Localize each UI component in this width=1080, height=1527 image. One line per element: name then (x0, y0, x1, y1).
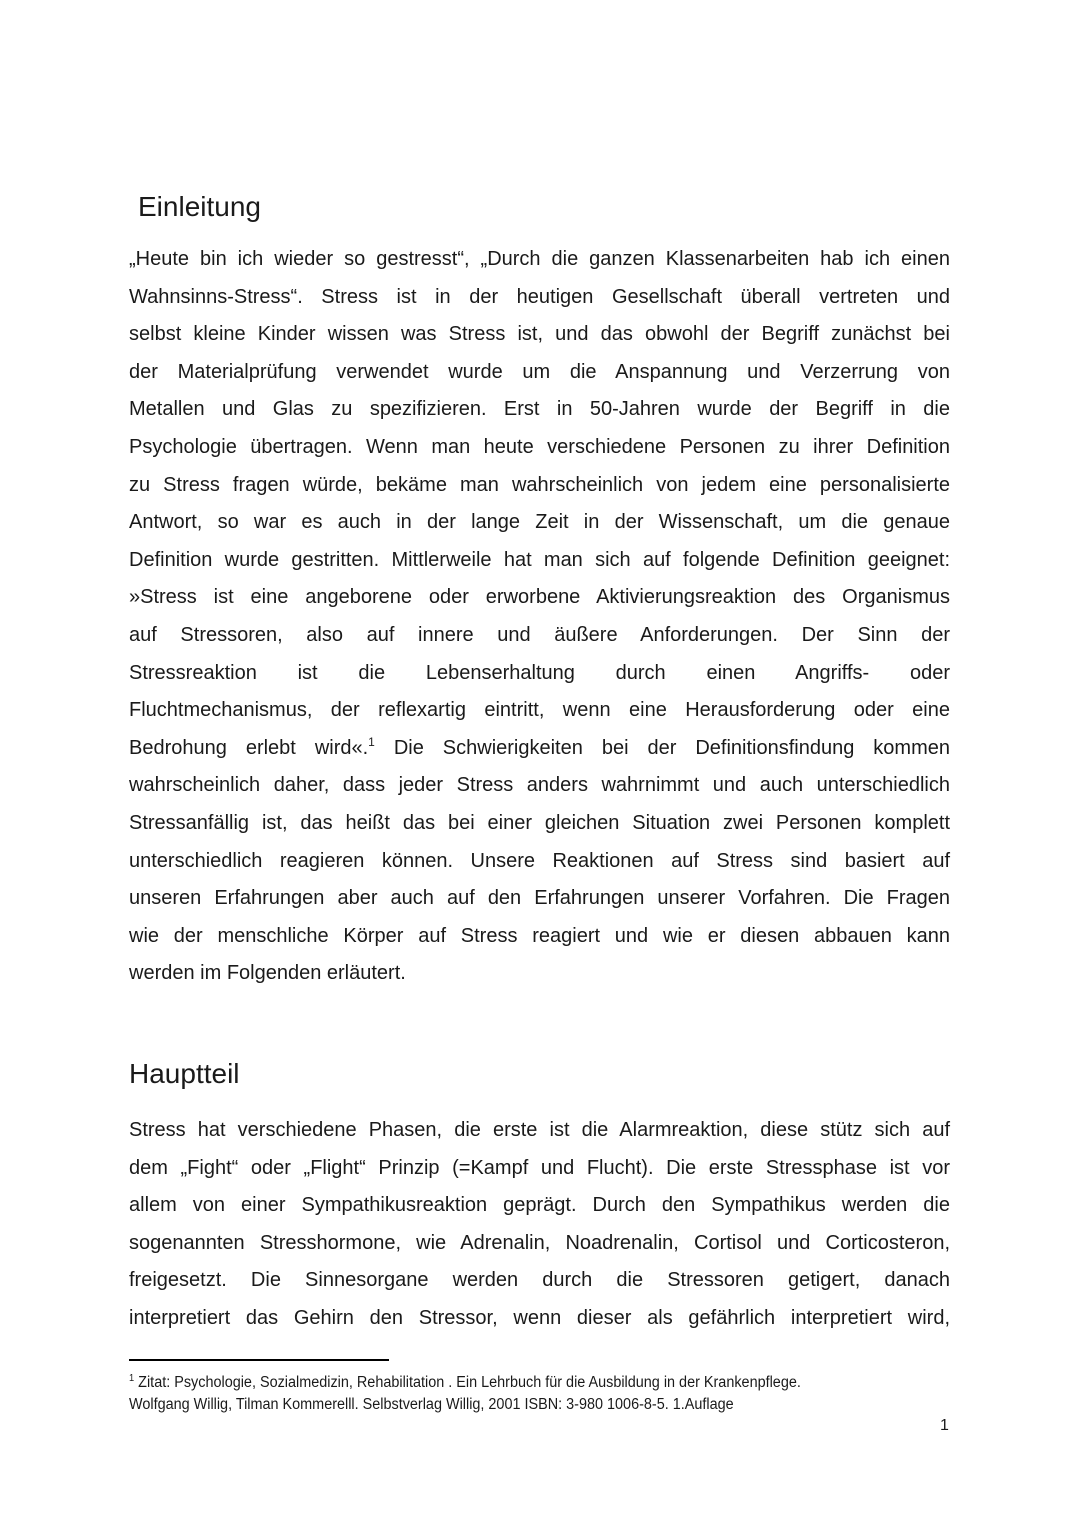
footnote-separator (129, 1359, 389, 1361)
main-paragraph (129, 1112, 950, 1338)
text-line: Psychologie übertragen. Wenn man heute verschiedene Personen zu ihrer Definition (129, 435, 950, 458)
page-number: 1 (940, 1417, 949, 1434)
footnote (129, 1372, 801, 1416)
text-line-with-footnote-ref (129, 730, 950, 768)
text-line: »Stress ist eine angeborene oder erworbene Aktivierungsreaktion des Organismus (129, 586, 950, 609)
heading-einleitung: Einleitung (138, 191, 261, 222)
text-line: der Materialprüfung verwendet wurde um die Anspannung und Verzerrung von (129, 360, 950, 383)
text-line: Stress hat verschiedene Phasen, die erste ist die Alarmreaktion, diese stütz sich auf (129, 1119, 950, 1141)
text-line: unterschiedlich reagieren können. Unsere Reaktionen auf Stress sind basiert auf (129, 849, 950, 872)
text-line: zu Stress fragen würde, bekäme man wahrscheinlich von jedem eine personalisierte (129, 473, 950, 496)
text-line: Definition wurde gestritten. Mittlerweile hat man sich auf folgende Definition geeignet: (129, 548, 950, 571)
text-line: allem von einer Sympathikusreaktion geprägt. Durch den Sympathikus werden die (129, 1194, 950, 1217)
text-line: wahrscheinlich daher, dass jeder Stress anders wahrnimmt und auch unterschiedlich (129, 774, 950, 797)
text-line: „Heute bin ich wieder so gestresst“, „Durch die ganzen Klassenarbeiten hab ich einen (129, 248, 950, 270)
text-line: Stressreaktion ist die Lebenserhaltung durch einen Angriffs- oder (129, 661, 950, 684)
footnote-line: Zitat: Psychologie, Sozialmedizin, Rehabilitation . Ein Lehrbuch für die Ausbildung in der Krankenpflege. (134, 1374, 801, 1391)
text-line: freigesetzt. Die Sinnesorgane werden durch die Stressoren getigert, danach (129, 1269, 950, 1292)
intro-paragraph (129, 241, 950, 993)
text-line: sogenannten Stresshormone, wie Adrenalin, Noadrenalin, Cortisol und Corticosteron, (129, 1231, 950, 1254)
footnote-mark: 1 (129, 1373, 135, 1384)
text-line: selbst kleine Kinder wissen was Stress ist, und das obwohl der Begriff zunächst bei (129, 323, 950, 346)
text: Bedrohung erlebt wird«. (129, 736, 369, 759)
text-line: werden im Folgenden erläutert. (129, 962, 406, 985)
text-line: dem „Fight“ oder „Flight“ Prinzip (=Kampf und Flucht). Die erste Stressphase ist vor (129, 1156, 950, 1179)
text-line: wie der menschliche Körper auf Stress reagiert und wie er diesen abbauen kann (129, 924, 950, 947)
footnote-ref[interactable]: 1 (368, 734, 375, 749)
footnote-line: Wolfgang Willig, Tilman Kommerelll. Selbstverlag Willig, 2001 ISBN: 3-980 1006-8-5. 1.Auflage (129, 1396, 734, 1413)
text-line: Metallen und Glas zu spezifizieren. Erst in 50-Jahren wurde der Begriff in die (129, 398, 950, 421)
heading-hauptteil: Hauptteil (129, 1058, 240, 1089)
text-line: interpretiert das Gehirn den Stressor, wenn dieser als gefährlich interpretiert wird, (129, 1306, 950, 1329)
text-line: Antwort, so war es auch in der lange Zeit in der Wissenschaft, um die genaue (129, 511, 950, 534)
text-line: Fluchtmechanismus, der reflexartig eintritt, wenn eine Herausforderung oder eine (129, 699, 950, 722)
text-line: auf Stressoren, also auf innere und äußere Anforderungen. Der Sinn der (129, 623, 950, 646)
text-line: Stressanfällig ist, das heißt das bei einer gleichen Situation zwei Personen komplett (129, 811, 950, 834)
text-line: Wahnsinns-Stress“. Stress ist in der heutigen Gesellschaft überall vertreten und (129, 285, 950, 308)
text: Die Schwierigkeiten bei der Definitionsfindung kommen (374, 736, 950, 759)
text-line: unseren Erfahrungen aber auch auf den Erfahrungen unserer Vorfahren. Die Fragen (129, 887, 950, 910)
